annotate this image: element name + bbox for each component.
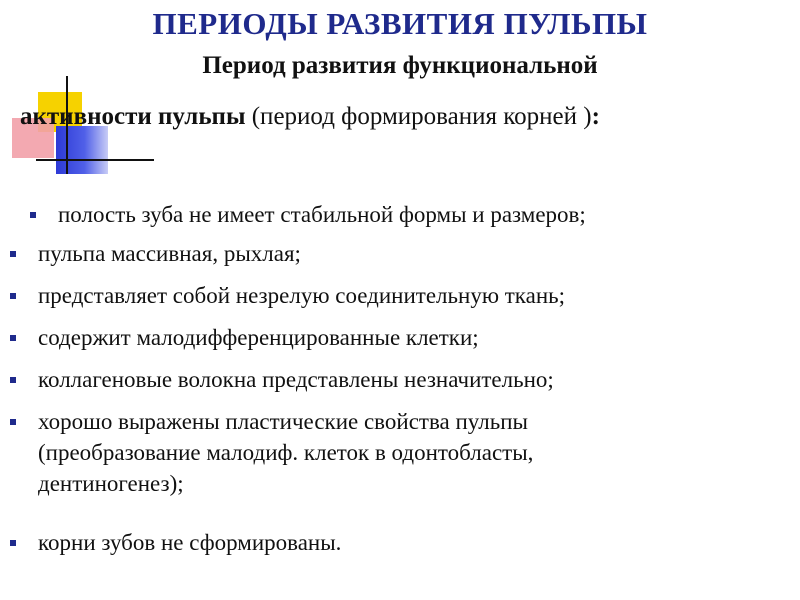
bullet-text-3: представляет собой незрелую соединительную ткань;	[38, 283, 566, 308]
bullet-item-1	[26, 199, 586, 230]
bullet-text-7: корни зубов не сформированы.	[38, 530, 342, 555]
subtitle-parenthetical: (период формирования корней )	[245, 103, 592, 130]
bullet-marker-1	[30, 212, 36, 218]
bullet-item-6	[10, 406, 533, 499]
decor-square-blue	[56, 126, 108, 174]
subtitle-line-1: Период развития функциональной	[202, 52, 598, 79]
bullet-item-2	[10, 238, 301, 269]
bullet-item-4	[10, 322, 479, 353]
bullet-marker-6	[10, 419, 16, 425]
decor-line-horizontal	[36, 159, 154, 161]
bullet-marker-7	[10, 540, 16, 546]
subtitle-line-2	[20, 103, 600, 131]
bullet-item-3	[10, 280, 565, 311]
bullet-text-6c: дентиногенез);	[38, 471, 184, 496]
slide-title: ПЕРИОДЫ РАЗВИТИЯ ПУЛЬПЫ	[152, 6, 648, 41]
bullet-text-5: коллагеновые волокна представлены незначительно;	[38, 367, 554, 392]
bullet-text-1: полость зуба не имеет стабильной формы и размеров;	[58, 202, 586, 227]
subtitle-bold-part: активности пульпы	[20, 103, 246, 130]
bullet-marker-3	[10, 293, 16, 299]
bullet-text-4: содержит малодифференцированные клетки;	[38, 325, 479, 350]
bullet-item-7	[10, 527, 341, 558]
bullet-marker-5	[10, 377, 16, 383]
bullet-text-6a: хорошо выражены пластические свойства пульпы	[38, 409, 528, 434]
bullet-text-6b: (преобразование малодиф. клеток в одонтобласты,	[38, 440, 534, 465]
bullet-marker-4	[10, 335, 16, 341]
bullet-item-5	[10, 364, 554, 395]
bullet-text-2: пульпа массивная, рыхлая;	[38, 241, 301, 266]
subtitle-colon: :	[591, 103, 600, 130]
bullet-marker-2	[10, 251, 16, 257]
